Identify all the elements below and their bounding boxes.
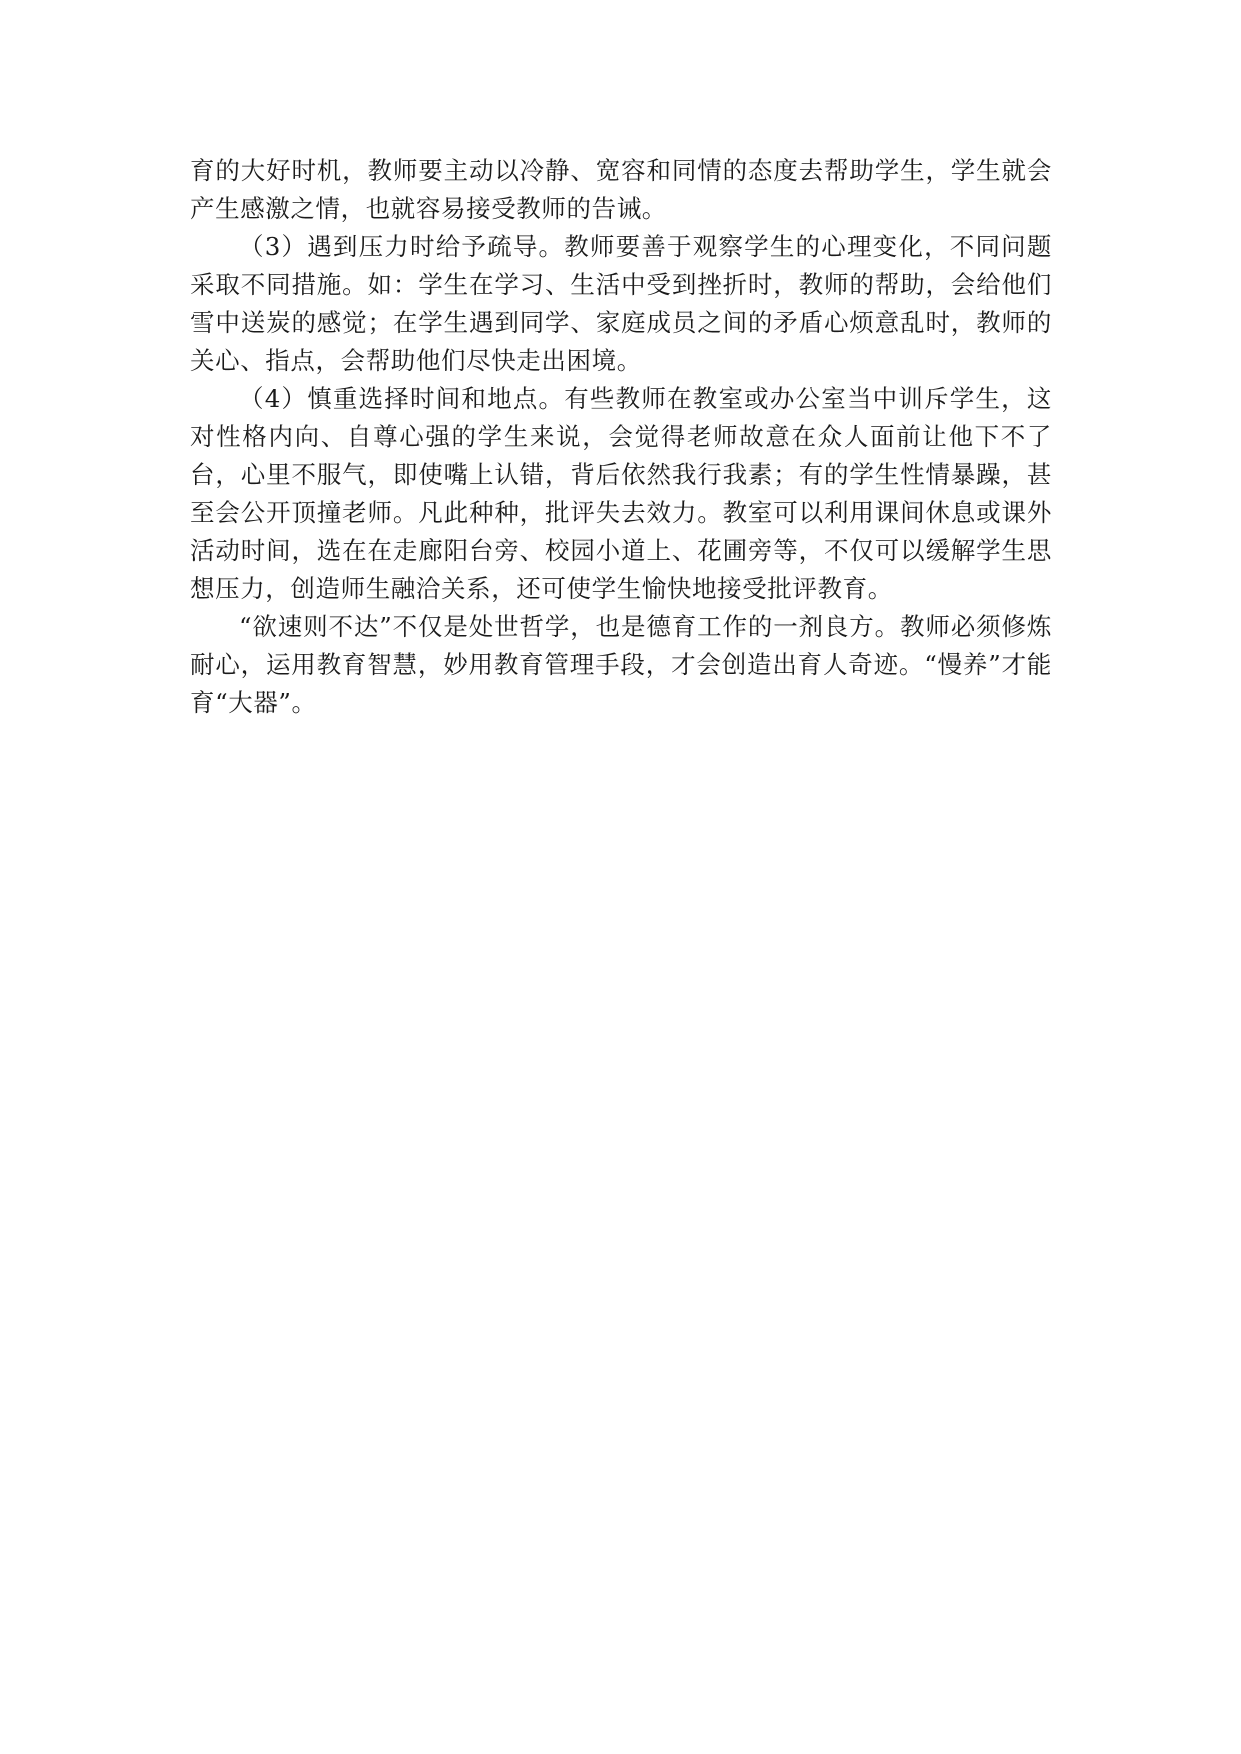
document-body [190,152,1052,722]
paragraph-point-3: （3）遇到压力时给予疏导。教师要善于观察学生的心理变化，不同问题采取不同措施。如：学生在学习、生活中受到挫折时，教师的帮助，会给他们雪中送炭的感觉；在学生遇到同学、家庭成员之间的矛盾心烦意乱时，教师的关心、指点，会帮助他们尽快走出困境。 [190,232,1052,375]
paragraph-conclusion: “欲速则不达”不仅是处世哲学，也是德育工作的一剂良方。教师必须修炼耐心，运用教育智慧，妙用教育管理手段，才会创造出育人奇迹。“慢养”才能育“大器”。 [190,612,1052,717]
paragraph-continuation: 育的大好时机，教师要主动以冷静、宽容和同情的态度去帮助学生，学生就会产生感激之情，也就容易接受教师的告诫。 [190,156,1052,223]
paragraph-point-4: （4）慎重选择时间和地点。有些教师在教室或办公室当中训斥学生，这对性格内向、自尊心强的学生来说，会觉得老师故意在众人面前让他下不了台，心里不服气，即使嘴上认错，背后依然我行我素；有的学生性情暴躁，甚至会公开顶撞老师。凡此种种，批评失去效力。教室可以利用课间休息或课外活动时间，选在在走廊阳台旁、校园小道上、花圃旁等，不仅可以缓解学生思想压力，创造师生融洽关系，还可使学生愉快地接受批评教育。 [190,384,1052,603]
